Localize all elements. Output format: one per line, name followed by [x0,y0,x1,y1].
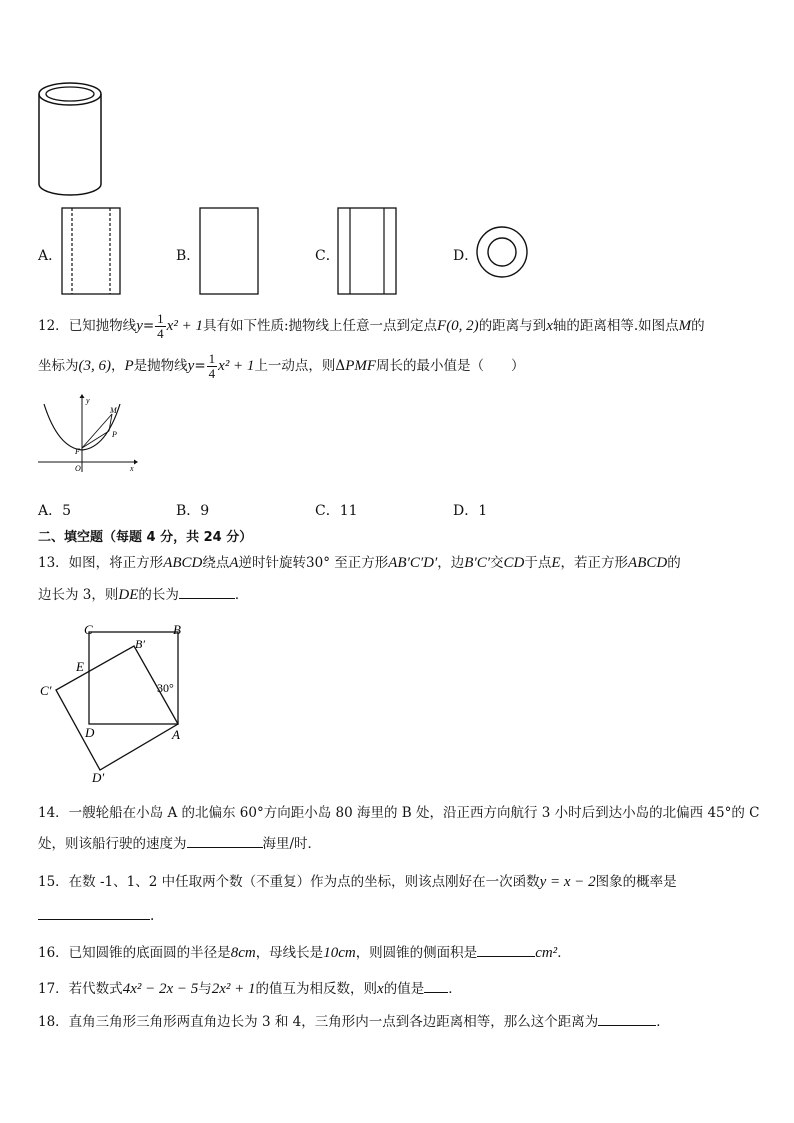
option-b-figure [198,206,260,296]
q12-line1: 12．已知抛物线y= $\frac{1}{4}$ x² + 1具有如下性质:抛物线上任意一点到定点F(0, 2)的距离与到x轴的距离相等.如图点M的 [38,311,705,341]
q15-line2: . [38,905,154,924]
label-c: C [84,622,93,637]
q12-option-b: B．9 [176,503,210,519]
option-b-label: B． [176,248,201,264]
q18-line: 18．直角三角形三角形两直角边长为 3 和 4，三角形内一点到各边距离相等，那么这个距离为 ． [38,1010,670,1030]
q12-option-c: C．11 [315,503,358,519]
q12-line2: 坐标为(3, 6)，P是抛物线y= $\frac{1}{4}$ x² + 1上一动点，则ΔPMF周长的最小值是（ ） [38,351,525,381]
q13-line2: 边长为 3，则DE的长为 ． [38,583,248,604]
label-d-prime: D′ [92,770,105,785]
label-a: A [172,727,180,742]
parabola-graph [36,392,140,474]
answer-blank [598,1011,656,1026]
answer-blank [187,833,263,848]
label-c-prime: C′ [40,683,52,698]
option-a-figure [60,206,122,296]
q14-line1: 14．一艘轮船在小岛 A 的北偏东 60°方向距小岛 80 海里的 B 处，沿正西方向航行 3 小时后到达小岛的北偏西 45°的 C [38,805,760,821]
q13-line1: 13．如图，将正方形ABCD绕点A逆时针旋转30° 至正方形AB′C′D′，边B′C′交CD于点E，若正方形ABCD的 [38,555,681,571]
square-rotation-figure [34,618,194,788]
section-title: 二、填空题（每题 4 分，共 24 分） [38,530,253,545]
label-e: E [76,659,84,674]
label-b-prime: B′ [135,637,145,651]
q16-line: 16．已知圆锥的底面圆的半径是8cm，母线长是10cm，则圆锥的侧面积是 cm²． [38,941,571,962]
option-d-label: D． [453,248,479,264]
option-a-label: A． [38,248,63,264]
label-d: D [85,725,95,740]
q17-line: 17．若代数式4x² − 2x − 5与2x² + 1的值互为相反数，则x的值是 ． [38,977,462,998]
option-c-figure [336,206,398,296]
q15-line1: 15．在数 -1、1、2 中任取两个数（不重复）作为点的坐标，则该点刚好在一次函数y = x − 2图象的概率是 [38,874,677,890]
graph-label-m: M [110,406,117,415]
graph-label-y: y [86,396,90,405]
q14-line2: 处，则该船行驶的速度为 海里/时． [38,832,321,852]
label-b: B [173,622,181,637]
option-c-label: C． [315,248,340,264]
graph-label-o: O [75,464,81,473]
answer-blank [179,584,235,599]
label-angle: 30° [157,681,174,695]
answer-blank [424,978,448,993]
cylinder-figure [36,80,108,198]
graph-label-x: x [130,464,134,473]
q12-option-d: D．1 [453,503,488,519]
graph-label-f: F [75,447,80,456]
graph-label-p: P [112,430,117,439]
answer-blank [477,942,535,957]
fraction: $\frac{1}{4}$ [157,311,164,341]
option-d-figure [474,224,530,280]
q12-option-a: A．5 [38,503,72,519]
answer-blank [38,905,150,920]
